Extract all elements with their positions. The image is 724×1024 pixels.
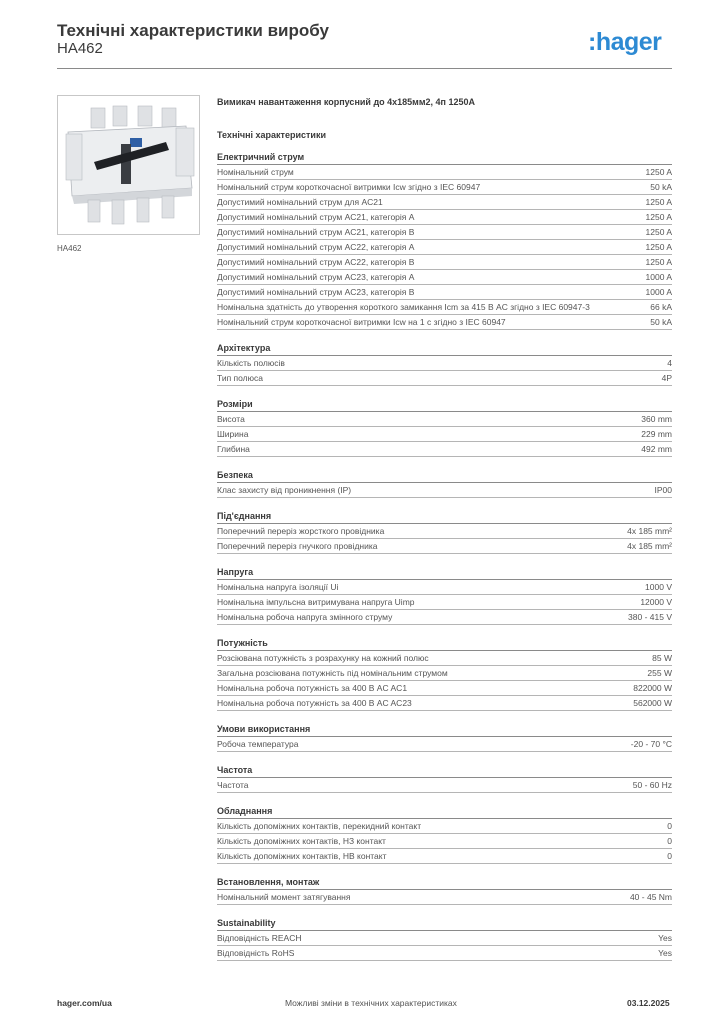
spec-label: Частота — [217, 780, 249, 790]
spec-value: 0 — [667, 821, 672, 831]
hager-logo — [588, 26, 674, 58]
section-title: Частота — [217, 764, 672, 778]
spec-value: 1250 A — [645, 242, 672, 252]
spec-value: 1250 A — [645, 212, 672, 222]
spec-label: Кількість допоміжних контактів, НЗ контакт — [217, 836, 386, 846]
spec-value: 50 kA — [650, 182, 672, 192]
spec-row — [217, 483, 672, 498]
footer-date: 03.12.2025 — [627, 998, 670, 1008]
spec-row — [217, 834, 672, 849]
spec-sections — [217, 151, 672, 961]
spec-row — [217, 255, 672, 270]
spec-row — [217, 819, 672, 834]
spec-row — [217, 849, 672, 864]
spec-value: 562000 W — [633, 698, 672, 708]
section-title: Безпека — [217, 469, 672, 483]
spec-row — [217, 681, 672, 696]
spec-label: Робоча температура — [217, 739, 299, 749]
spec-value: 1250 A — [645, 197, 672, 207]
spec-label: Загальна розсіювана потужність під номінальним струмом — [217, 668, 448, 678]
spec-section — [217, 342, 672, 386]
section-title: Під'єднання — [217, 510, 672, 524]
spec-row — [217, 427, 672, 442]
spec-heading: Технічні характеристики — [217, 130, 326, 140]
spec-row — [217, 651, 672, 666]
spec-row — [217, 412, 672, 427]
spec-section — [217, 917, 672, 961]
spec-value: 12000 V — [640, 597, 672, 607]
spec-value: 822000 W — [633, 683, 672, 693]
spec-label: Номінальний момент затягування — [217, 892, 351, 902]
spec-row — [217, 165, 672, 180]
spec-row — [217, 356, 672, 371]
spec-value: 380 - 415 V — [628, 612, 672, 622]
spec-label: Кількість полюсів — [217, 358, 285, 368]
section-title: Sustainability — [217, 917, 672, 931]
spec-value: Yes — [658, 948, 672, 958]
footer-website[interactable]: hager.com/ua — [57, 998, 112, 1008]
spec-row — [217, 595, 672, 610]
footer-note: Можливі зміни в технічних характеристиках — [285, 998, 457, 1008]
spec-section — [217, 398, 672, 457]
spec-section — [217, 469, 672, 498]
product-image — [57, 95, 200, 235]
spec-label: Номінальна робоча потужність за 400 В AC AC23 — [217, 698, 412, 708]
spec-value: 1000 A — [645, 287, 672, 297]
spec-row — [217, 696, 672, 711]
spec-label: Глибина — [217, 444, 250, 454]
spec-section — [217, 805, 672, 864]
section-title: Електричний струм — [217, 151, 672, 165]
section-title: Встановлення, монтаж — [217, 876, 672, 890]
spec-label: Номінальна напруга ізоляції Ui — [217, 582, 339, 592]
spec-label: Клас захисту від проникнення (IP) — [217, 485, 352, 495]
spec-row — [217, 931, 672, 946]
spec-label: Тип полюса — [217, 373, 263, 383]
spec-row — [217, 778, 672, 793]
section-title: Умови використання — [217, 723, 672, 737]
spec-value: 4 — [667, 358, 672, 368]
spec-value: 360 mm — [641, 414, 672, 424]
spec-content — [217, 96, 672, 961]
spec-value: 85 W — [652, 653, 672, 663]
spec-label: Поперечний переріз жорсткого провідника — [217, 526, 385, 536]
svg-text::hager: :hager — [588, 28, 662, 56]
spec-value: Yes — [658, 933, 672, 943]
spec-label: Відповідність REACH — [217, 933, 302, 943]
spec-value: 50 kA — [650, 317, 672, 327]
spec-label: Кількість допоміжних контактів, НВ контакт — [217, 851, 387, 861]
spec-value: 4x 185 mm² — [627, 526, 672, 536]
section-title: Розміри — [217, 398, 672, 412]
spec-label: Допустимий номінальний струм AC23, категорія A — [217, 272, 415, 282]
spec-value: 1250 A — [645, 227, 672, 237]
spec-value: IP00 — [654, 485, 672, 495]
spec-label: Допустимий номінальний струм AC21, категорія B — [217, 227, 415, 237]
spec-row — [217, 371, 672, 386]
spec-row — [217, 270, 672, 285]
spec-label: Відповідність RoHS — [217, 948, 295, 958]
spec-label: Номінальна робоча напруга змінного струму — [217, 612, 393, 622]
spec-row — [217, 610, 672, 625]
spec-value: 4P — [661, 373, 672, 383]
spec-label: Номінальна здатність до утворення короткого замикання Icm за 415 В AC згідно з IEC 60947-3 — [217, 302, 590, 312]
section-title: Обладнання — [217, 805, 672, 819]
section-title: Напруга — [217, 566, 672, 580]
spec-row — [217, 737, 672, 752]
spec-section — [217, 510, 672, 554]
spec-value: 1250 A — [645, 167, 672, 177]
spec-row — [217, 442, 672, 457]
spec-value: -20 - 70 °C — [630, 739, 672, 749]
spec-value: 0 — [667, 851, 672, 861]
spec-label: Номінальний струм — [217, 167, 294, 177]
spec-section — [217, 764, 672, 793]
spec-value: 255 W — [647, 668, 672, 678]
spec-row — [217, 240, 672, 255]
spec-row — [217, 210, 672, 225]
spec-value: 40 - 45 Nm — [629, 892, 672, 902]
spec-section — [217, 876, 672, 905]
spec-row — [217, 524, 672, 539]
spec-value: 1250 A — [645, 257, 672, 267]
spec-label: Номінальна імпульсна витримувана напруга Uimp — [217, 597, 415, 607]
spec-value: 492 mm — [641, 444, 672, 454]
spec-value: 229 mm — [641, 429, 672, 439]
spec-label: Розсіювана потужність з розрахунку на кожний полюс — [217, 653, 429, 663]
spec-label: Номінальний струм короткочасної витримки Icw на 1 с згідно з IEC 60947 — [217, 317, 506, 327]
spec-value: 1000 V — [645, 582, 672, 592]
product-description: Вимикач навантаження корпусний до 4х185мм2, 4п 1250A — [217, 97, 475, 107]
spec-row — [217, 285, 672, 300]
spec-row — [217, 225, 672, 240]
spec-row — [217, 580, 672, 595]
product-image-caption: HA462 — [57, 244, 82, 253]
spec-row — [217, 300, 672, 315]
spec-section — [217, 637, 672, 711]
product-code: HA462 — [57, 40, 103, 57]
section-title: Потужність — [217, 637, 672, 651]
spec-label: Допустимий номінальний струм AC23, категорія B — [217, 287, 415, 297]
spec-label: Допустимий номінальний струм AC22, категорія A — [217, 242, 415, 252]
spec-label: Поперечний переріз гнучкого провідника — [217, 541, 378, 551]
spec-row — [217, 666, 672, 681]
page-title: Технічні характеристики виробу — [57, 21, 329, 40]
spec-section — [217, 151, 672, 330]
spec-row — [217, 315, 672, 330]
spec-section — [217, 566, 672, 625]
spec-row — [217, 539, 672, 554]
section-title: Архітектура — [217, 342, 672, 356]
spec-label: Допустимий номінальний струм AC22, категорія B — [217, 257, 415, 267]
spec-row — [217, 946, 672, 961]
spec-value: 0 — [667, 836, 672, 846]
spec-label: Ширина — [217, 429, 249, 439]
spec-label: Допустимий номінальний струм AC21, категорія A — [217, 212, 415, 222]
spec-row — [217, 180, 672, 195]
spec-label: Висота — [217, 414, 245, 424]
spec-label: Кількість допоміжних контактів, перекидний контакт — [217, 821, 422, 831]
spec-value: 1000 A — [645, 272, 672, 282]
spec-label: Номінальна робоча потужність за 400 В AC AC1 — [217, 683, 408, 693]
spec-value: 50 - 60 Hz — [632, 780, 672, 790]
spec-label: Номінальний струм короткочасної витримки Icw згідно з IEC 60947 — [217, 182, 481, 192]
spec-row — [217, 195, 672, 210]
spec-section — [217, 723, 672, 752]
spec-row — [217, 890, 672, 905]
spec-value: 66 kA — [650, 302, 672, 312]
spec-label: Допустимий номінальний струм для AC21 — [217, 197, 383, 207]
spec-value: 4x 185 mm² — [627, 541, 672, 551]
header-divider — [57, 68, 672, 69]
